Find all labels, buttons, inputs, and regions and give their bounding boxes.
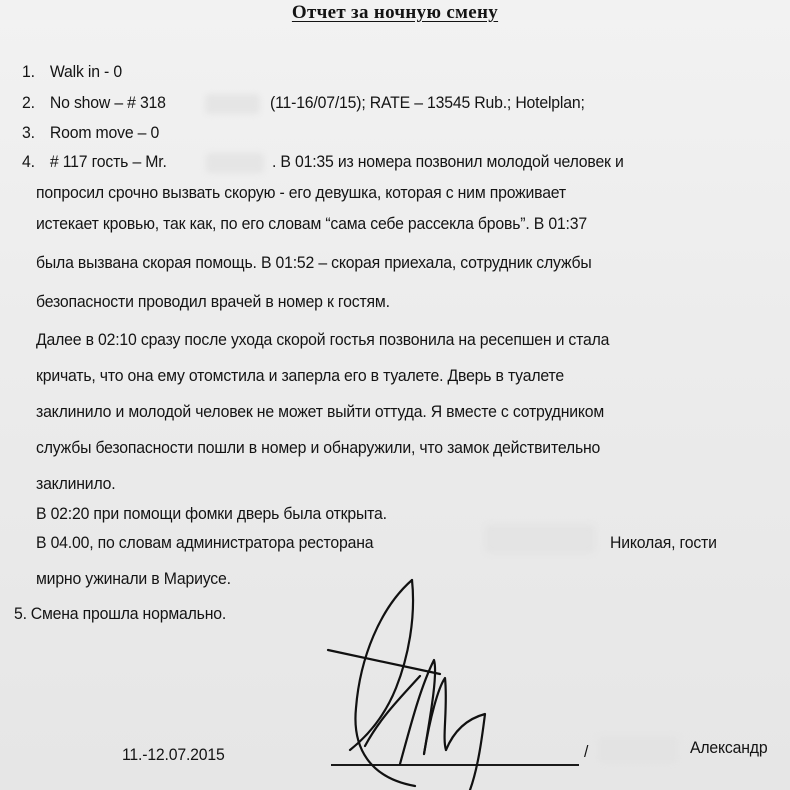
signature-icon [320, 578, 620, 790]
incident-line: В 02:20 при помощи фомки дверь была открыта. [36, 504, 387, 523]
item-incident-first-line [22, 152, 167, 172]
signer-name: Александр [690, 738, 768, 757]
item-walk-in [22, 62, 122, 82]
report-title: Отчет за ночную смену [291, 2, 499, 23]
redacted-signer-surname [598, 737, 678, 763]
signature-separator: / [584, 742, 589, 761]
item-text: # 117 гость – Mr. [49, 152, 167, 171]
redacted-surname [485, 525, 595, 553]
incident-last-line: мирно ужинали в Мариусе. [36, 569, 231, 588]
item-incident-first-line-cont [272, 152, 624, 172]
item-text: (11-16/07/15); RATE – 13545 Rub.; Hotelplan; [270, 93, 585, 112]
item-text: Room move – 0 [49, 123, 160, 142]
item-number: 1. [22, 62, 35, 81]
incident-line: была вызвана скорая помощь. В 01:52 – скорая приехала, сотрудник службы [36, 253, 592, 272]
item-text: No show – # 318 [49, 93, 166, 112]
incident-line: безопасности проводил врачей в номер к гостям. [36, 292, 390, 311]
incident-line: истекает кровью, так как, по его словам “сама себе рассекла бровь”. В 01:37 [36, 214, 587, 233]
item-no-show [22, 93, 166, 113]
incident-line: Далее в 02:10 сразу после ухода скорой гостья позвонила на ресепшен и стала [36, 330, 610, 349]
report-date: 11.-12.07.2015 [122, 745, 225, 764]
item-number: 4. [22, 152, 35, 171]
item-number: 5. [14, 604, 27, 623]
item-room-move [22, 123, 159, 143]
incident-line: попросил срочно вызвать скорую - его девушка, которая с ним проживает [36, 183, 566, 202]
item-text: Смена прошла нормально. [30, 604, 227, 623]
restaurant-line-cont: Николая, гости [610, 533, 717, 552]
incident-line: службы безопасности пошли в номер и обнаружили, что замок действительно [36, 438, 601, 457]
item-shift-summary [14, 604, 226, 624]
redacted-guest-name [205, 94, 260, 114]
item-number: 3. [22, 123, 35, 142]
item-no-show-details [270, 93, 585, 113]
incident-line: кричать, что она ему отомстила и заперла его в туалете. Дверь в туалете [36, 366, 564, 385]
item-text: . В 01:35 из номера позвонил молодой человек и [272, 152, 624, 171]
incident-line: заклинило и молодой человек не может выйти оттуда. Я вместе с сотрудником [36, 402, 605, 421]
restaurant-line: В 04.00, по словам администратора ресторана [36, 533, 374, 552]
item-number: 2. [22, 93, 35, 112]
incident-line: заклинило. [36, 474, 116, 493]
redacted-guest-name [206, 153, 264, 173]
item-text: Walk in - 0 [49, 62, 122, 81]
